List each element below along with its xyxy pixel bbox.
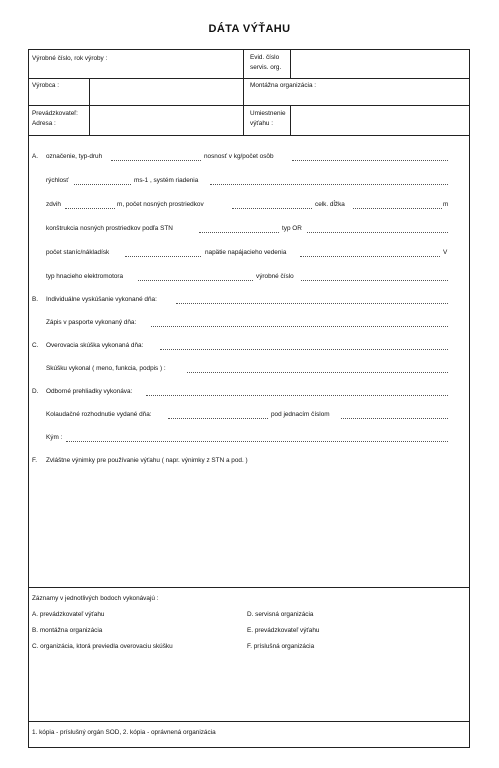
section-c-letter: C. [32,342,39,349]
rychlost-label: rýchlosť [46,177,69,184]
vyrobne-cislo-motora-label: výrobné číslo [256,273,294,280]
header-col-divider-2 [243,49,244,135]
pocet-nosnych-label: m, počet nosných prostriedkov [117,201,204,208]
pod-cislom-label: pod jednacím číslom [271,411,330,418]
header-divider-1 [28,78,470,79]
system-riadenia-field[interactable] [210,184,448,185]
zvlastne-vynimky-label: Zvláštne výnimky pre používanie výťahu ( napr. výnimky z STN a pod. ) [46,457,248,464]
zaznamy-b: B. montážna organizácia [32,627,103,634]
zaznamy-d: D. servisná organizácia [247,611,314,618]
kolaudacne-label: Kolaudačné rozhodnutie vydané dňa: [46,411,152,418]
zapis-pasport-field[interactable] [151,326,448,327]
individualne-vyskusanie-field[interactable] [176,303,448,304]
zaznamy-a: A. prevádzkovateľ výťahu [32,611,105,618]
header-col-divider-1 [89,78,90,135]
adresa-label: Adresa : [32,120,56,127]
zaznamy-f: F. príslušná organizácia [247,643,315,650]
section-a-letter: A. [32,153,39,160]
zaznamy-e: E. prevádzkovateľ výťahu [247,627,320,634]
prevadzkovatel-label: Prevádzkovateľ: [32,110,78,117]
kolaudacne-field[interactable] [168,418,268,419]
overovacia-skuska-field[interactable] [160,349,448,350]
header-divider-2 [28,105,470,106]
overovacia-skuska-label: Overovacia skúška vykonaná dňa: [46,342,144,349]
typ-or-field[interactable] [307,232,448,233]
individualne-vyskusanie-label: Individuálne vyskúšanie vykonané dňa: [46,296,157,303]
v-unit-label: V [443,249,448,256]
vyrobne-cislo-motora-field[interactable] [301,280,448,281]
skusku-vykonal-field[interactable] [187,372,448,373]
nosnost-label: nosnosť v kg/počet osôb [204,153,274,160]
footer-copies: 1. kópia - príslušný orgán SOD, 2. kópia - oprávnená organizácia [32,729,216,736]
header-divider-3 [28,135,470,136]
zdvih-field[interactable] [65,208,115,209]
umiestnenie-label-1: Umiestnenie [250,110,286,117]
typ-motora-field[interactable] [138,280,253,281]
kym-label: Kým : [46,434,63,441]
footer-divider [28,721,470,722]
napatie-label: napätie napájacieho vedenia [205,249,287,256]
pocet-stanic-label: počet staníc/nákladísk [46,249,110,256]
zdvih-label: zdvih [46,201,61,208]
rychlost-field[interactable] [74,184,131,185]
section-b-letter: B. [32,296,39,303]
celk-dlzka-label: celk. dĺžka [315,201,345,208]
zaznamy-heading: Záznamy v jednotlivých bodoch vykonávajú : [32,595,159,602]
odborne-prehliadky-label: Odborné prehliadky vykonáva: [46,388,133,395]
form-title: DÁTA VÝŤAHU [208,23,291,35]
zapis-pasport-label: Zápis v pasporte vykonaný dňa: [46,319,137,326]
odborne-prehliadky-field[interactable] [146,395,448,396]
header-col-divider-3 [290,49,291,78]
pocet-stanic-field[interactable] [125,256,201,257]
skusku-vykonal-label: Skúšku vykonal ( meno, funkcia, podpis ) : [46,365,166,372]
celk-dlzka-field[interactable] [353,208,442,209]
konstrukcia-field[interactable] [199,232,279,233]
vyrobne-cislo-label: Výrobné číslo, rok výroby : [32,55,108,62]
zaznamy-c: C. organizácia, ktorá previedla overovaciu skúšku [32,643,173,650]
pocet-nosnych-field[interactable] [232,208,312,209]
typ-motora-label: typ hnacieho elektromotora [46,273,124,280]
umiestnenie-label-2: výťahu : [250,120,274,127]
header-col-divider-4 [290,105,291,135]
pod-cislom-field[interactable] [341,418,448,419]
ms-label: ms-1 , systém riadenia [134,177,199,184]
section-d-letter: D. [32,388,39,395]
napatie-field[interactable] [300,256,440,257]
vyrobca-label: Výrobca : [32,82,59,89]
m-unit-label: m [443,201,449,208]
konstrukcia-label: konštrukcia nosných prostriedkov podľa STN [46,225,173,232]
typ-or-label: typ OR [282,225,302,232]
nosnost-field[interactable] [292,160,448,161]
oznacenie-field[interactable] [111,160,201,161]
section-f-letter: F. [32,457,37,464]
oznacenie-label: označenie, typ-druh [46,153,103,160]
kym-field[interactable] [66,441,448,442]
montazna-label: Montážna organizácia : [250,82,317,89]
evid-cislo-label-2: servis. org. [250,64,282,71]
evid-cislo-label-1: Evid. číslo [250,54,280,61]
zaznamy-divider [28,587,470,588]
